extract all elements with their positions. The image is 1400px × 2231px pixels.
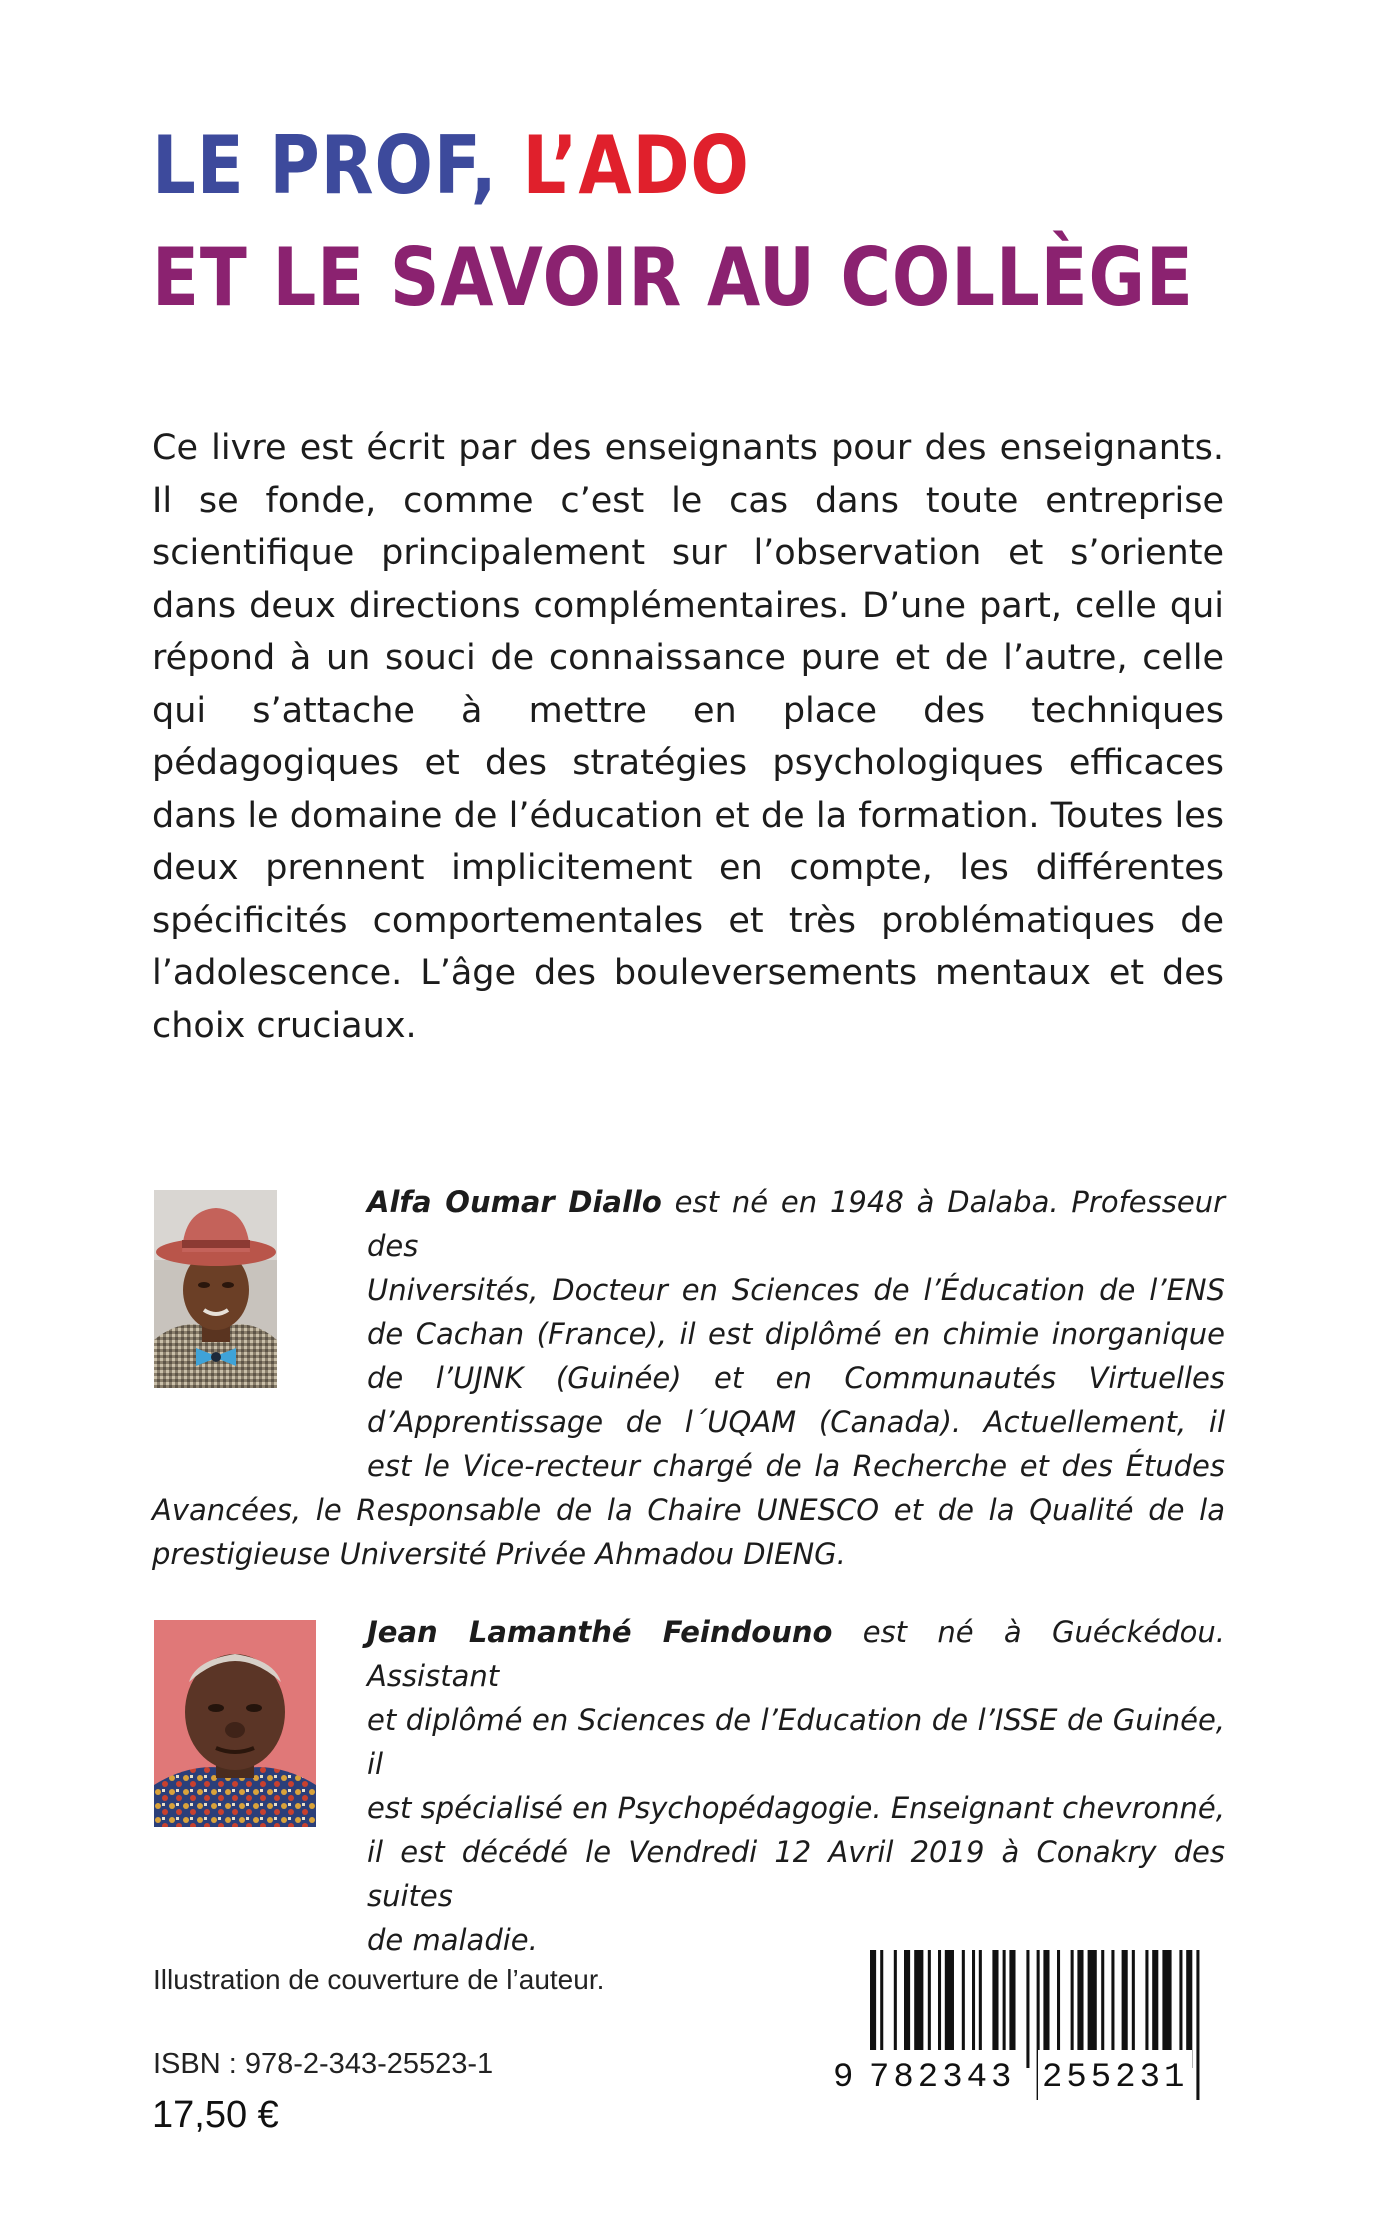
title-part-ado: L’ADO xyxy=(522,119,750,212)
bio-line: Jean Lamanthé Feindouno est né à Guéckédou. Assistant xyxy=(367,1615,1225,1693)
bio-line: Avancées, le Responsable de la Chaire UNESCO et de la Qualité de la xyxy=(152,1493,1225,1527)
bio-line: de Cachan (France), il est diplômé en chimie inorganique xyxy=(367,1317,1225,1351)
bio-line: Universités, Docteur en Sciences de l’Éducation de l’ENS xyxy=(367,1273,1225,1307)
book-title xyxy=(152,110,1194,334)
author-bio-feindouno xyxy=(152,1610,1225,1962)
title-part-prof: LE PROF, xyxy=(152,119,523,212)
bio-line: il est décédé le Vendredi 12 Avril 2019 à Conakry des suites xyxy=(367,1835,1225,1913)
bio-line: Alfa Oumar Diallo est né en 1948 à Dalaba. Professeur des xyxy=(367,1185,1225,1263)
bio-line: prestigieuse Université Privée Ahmadou DIENG. xyxy=(152,1537,846,1571)
price: 17,50 € xyxy=(152,2094,279,2136)
bio-line: et diplômé en Sciences de l’Education de l’ISSE de Guinée, il xyxy=(367,1703,1225,1781)
book-blurb: Ce livre est écrit par des enseignants pour des enseignants. Il se fonde, comme c’est le cas dans toute entreprise scientifique principalement sur l’observation et s’oriente dans deux directions complémentaires. D’une part, celle qui répond à un souci de connaissance pure et de l’autre, celle qui s’attache à mettre en place des techniques pédagogiques et des stratégies psychologiques efficaces dans le domaine de l’éducation et de la formation. Toutes les deux prennent implicitement en compte, les différentes spécificités comportementales et très problématiques de l’adolescence. L’âge des bouleversements mentaux et des choix cruciaux. xyxy=(152,428,1224,1046)
isbn: ISBN : 978-2-343-25523-1 xyxy=(153,2048,494,2080)
cover-illustration-credit: Illustration de couverture de l’auteur. xyxy=(153,1964,605,1995)
author-name: Alfa Oumar Diallo xyxy=(367,1185,662,1219)
bio-line: est le Vice-recteur chargé de la Recherche et des Études xyxy=(367,1449,1225,1483)
bio-line: d’Apprentissage de l´UQAM (Canada). Actuellement, il xyxy=(367,1405,1225,1439)
bio-line: est spécialisé en Psychopédagogie. Enseignant chevronné, xyxy=(367,1791,1225,1825)
barcode-digits xyxy=(830,2050,1230,2106)
barcode-right-digits: 255231 xyxy=(1038,2050,1192,2106)
bio-line: de maladie. xyxy=(367,1923,538,1957)
barcode-first-digit: 9 xyxy=(833,2059,854,2097)
author-bio-diallo xyxy=(152,1180,1225,1576)
title-line-2: ET LE SAVOIR AU COLLÈGE xyxy=(152,231,1194,324)
barcode-left-digits: 782343 xyxy=(865,2050,1019,2106)
author-name: Jean Lamanthé Feindouno xyxy=(367,1615,833,1649)
bio-line: de l’UJNK (Guinée) et en Communautés Virtuelles xyxy=(367,1361,1225,1395)
